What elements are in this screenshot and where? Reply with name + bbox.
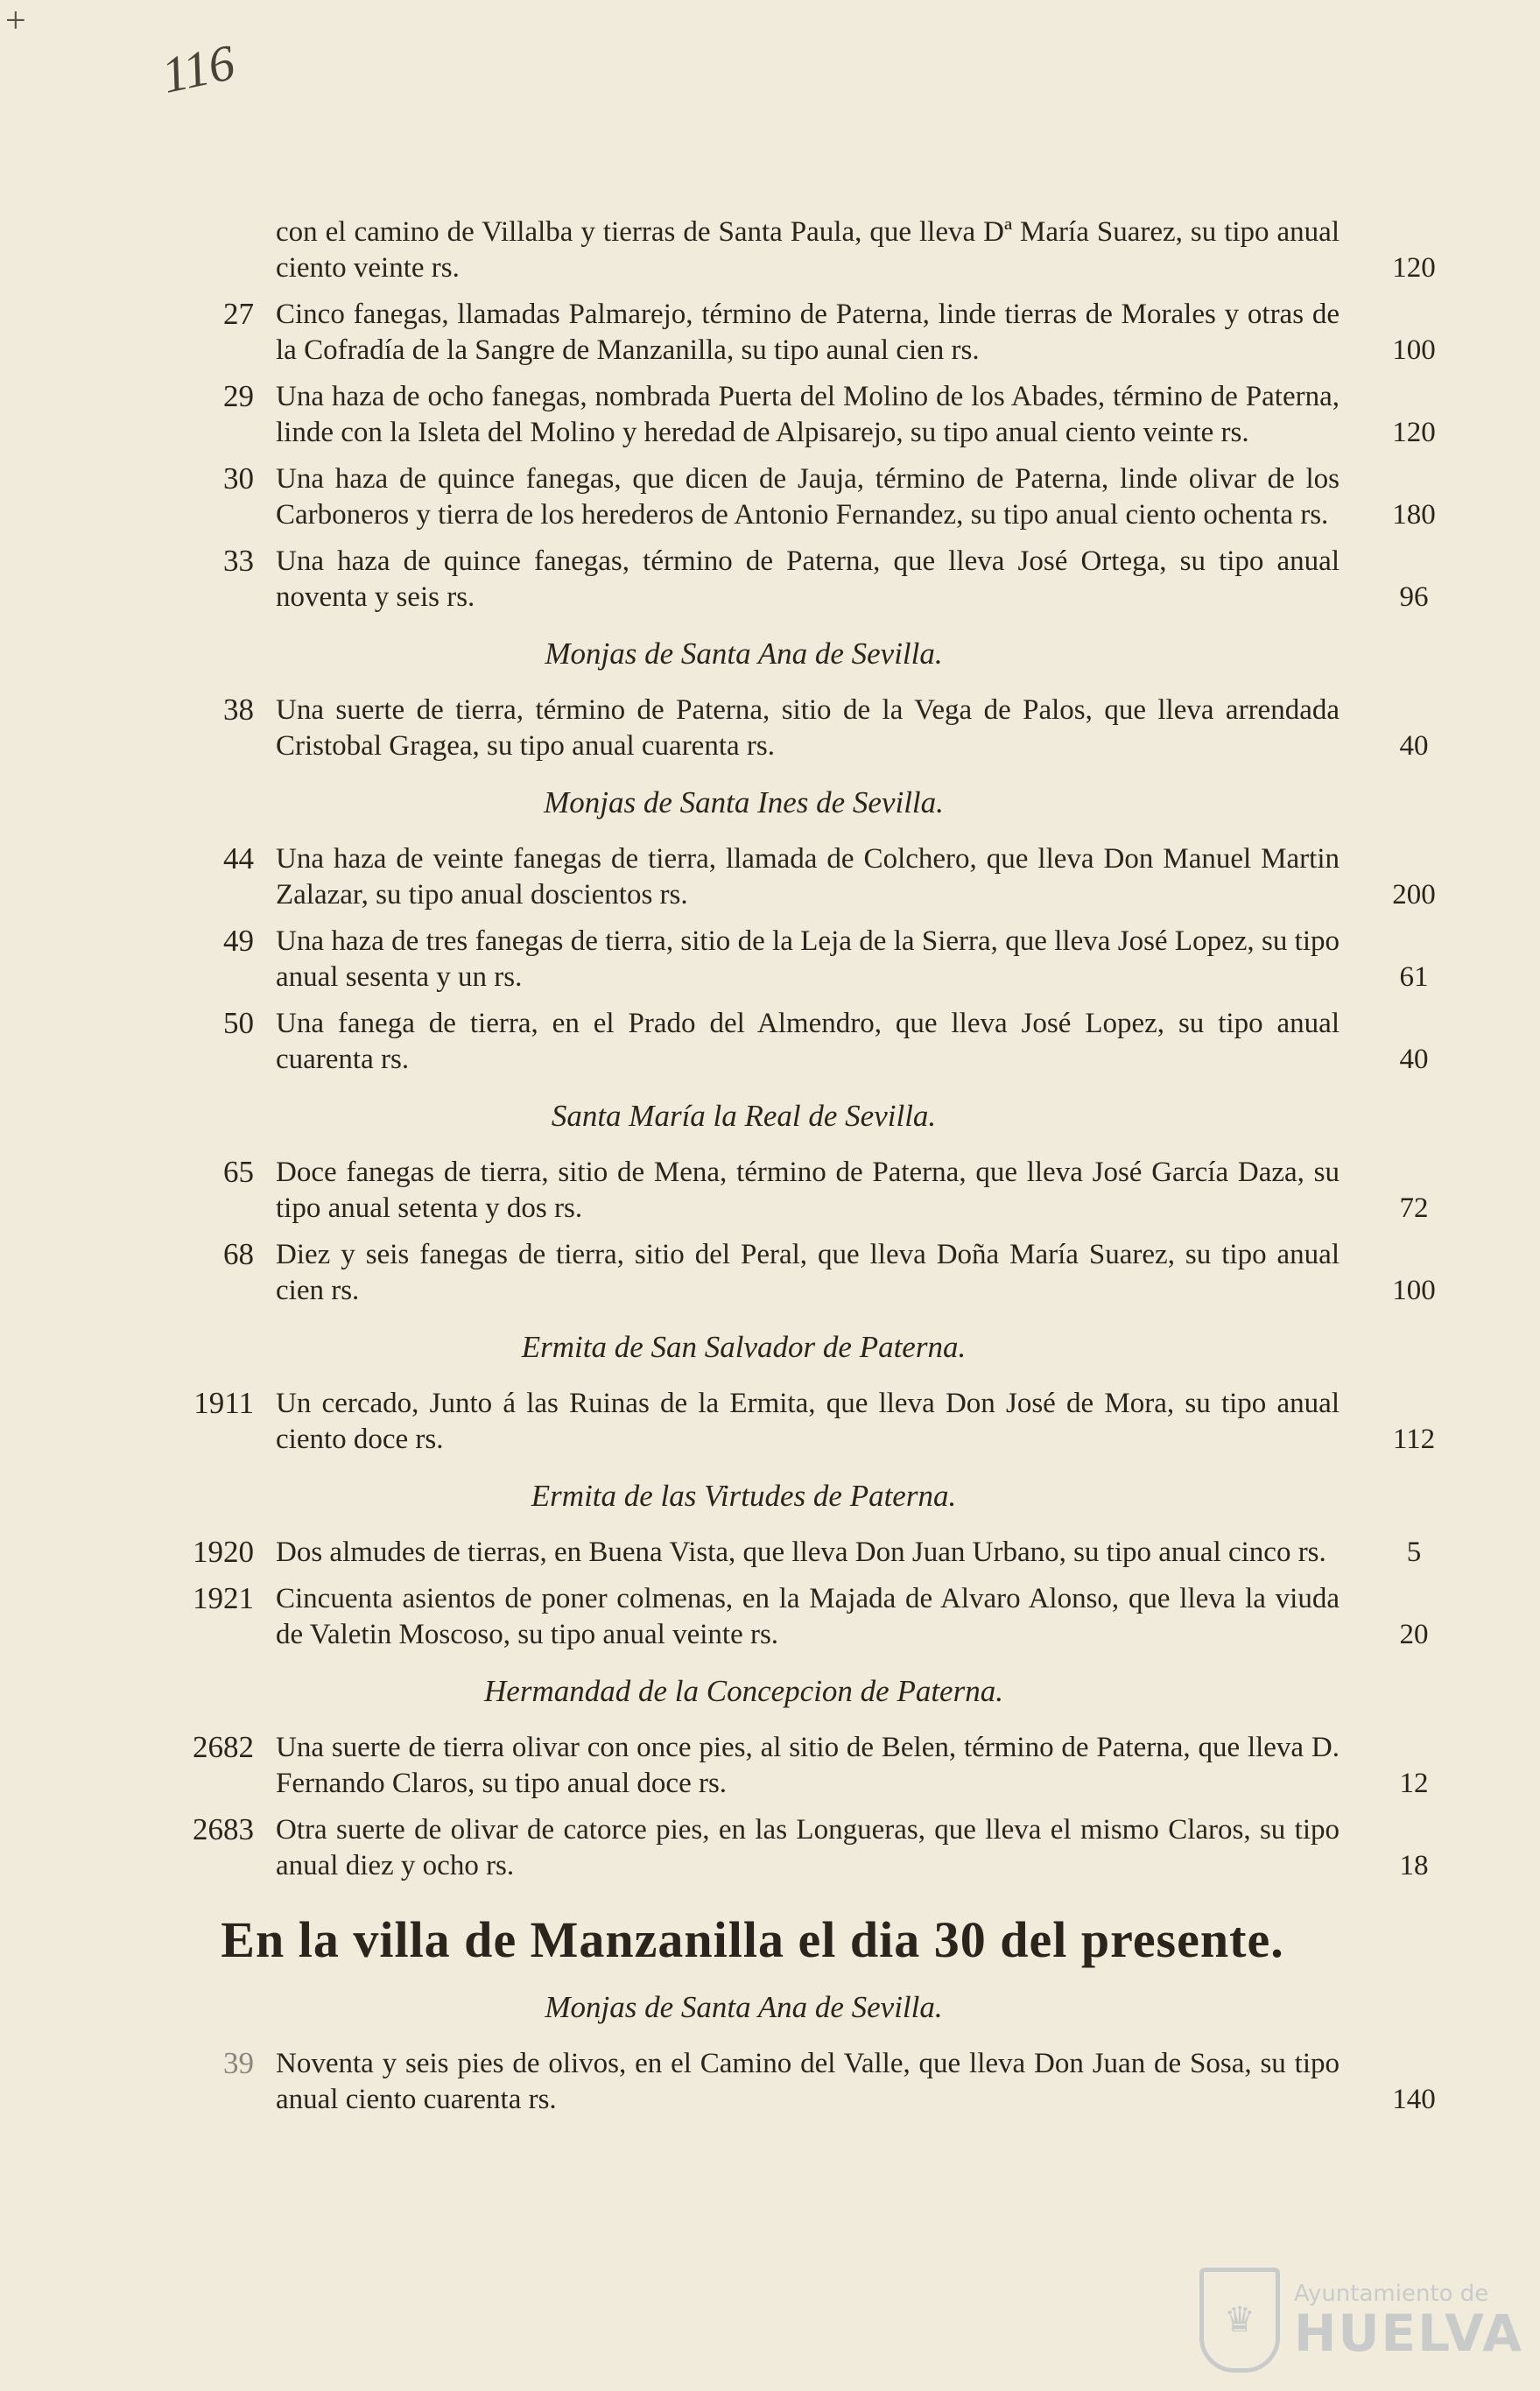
entries-group (0, 841, 1540, 1078)
entry-row (0, 841, 1540, 913)
handwritten-page-note: 116 (157, 33, 240, 104)
entry-text: Una haza de veinte fanegas de tierra, llamada de Colchero, que lleva Don Manuel Martin Zalazar, su tipo anual doscientos rs. (276, 843, 1340, 911)
entry-number: 2683 (193, 1812, 254, 1846)
entries-group (0, 1155, 1540, 1309)
entry-number: 1920 (193, 1535, 254, 1569)
entry-text: Una haza de tres fanegas de tierra, sitio de la Leja de la Sierra, que lleva José Lopez, su tipo anual sesenta y un rs. (276, 925, 1340, 993)
entries-group (0, 214, 1540, 615)
entry-amount: 20 (1399, 1619, 1429, 1650)
entry-number: 1911 (193, 1386, 254, 1420)
entry-row (0, 924, 1540, 995)
entry-row (0, 544, 1540, 615)
entry-amount: 61 (1399, 961, 1429, 993)
entry-amount: 120 (1392, 252, 1436, 284)
entries-group (0, 1730, 1540, 1884)
entry-text: Otra suerte de olivar de catorce pies, en las Longueras, que lleva el mismo Claros, su tipo anual diez y ocho rs. (276, 1814, 1340, 1881)
entry-number: 50 (223, 1006, 254, 1040)
entry-text: Dos almudes de tierras, en Buena Vista, que lleva Don Juan Urbano, su tipo anual cinco rs. (276, 1537, 1326, 1568)
entry-amount: 100 (1392, 1275, 1436, 1306)
document-content (0, 214, 1540, 2128)
entry-number: 44 (223, 841, 254, 876)
entry-amount: 40 (1399, 1044, 1429, 1075)
entry-amount: 72 (1399, 1192, 1429, 1224)
entry-number: 2682 (193, 1730, 254, 1764)
entry-text: Una suerte de tierra olivar con once pies, al sitio de Belen, término de Paterna, que lleva D. Fernando Claros, su tipo anual doce rs. (276, 1732, 1340, 1799)
entry-amount: 112 (1392, 1424, 1436, 1455)
entry-amount: 40 (1399, 730, 1429, 762)
entry-row (0, 1155, 1540, 1227)
entry-text: Cinco fanegas, llamadas Palmarejo, término de Paterna, linde tierras de Morales y otras de la Cofradía de la Sangre de Manzanilla, su tipo aunal cien rs. (276, 299, 1340, 366)
entry-number: 1921 (193, 1581, 254, 1615)
section-heading: Ermita de las Virtudes de Paterna. (531, 1479, 957, 1513)
entry-number: 33 (223, 544, 254, 578)
entries-group (0, 1386, 1540, 1458)
entries-group (0, 693, 1540, 764)
entry-text: con el camino de Villalba y tierras de Santa Paula, que lleva Dª María Suarez, su tipo anual ciento veinte rs. (276, 216, 1340, 284)
section-heading: Santa María la Real de Sevilla. (551, 1099, 937, 1133)
section-heading: Monjas de Santa Ana de Sevilla. (545, 636, 943, 671)
entry-text: Una haza de ocho fanegas, nombrada Puerta del Molino de los Abades, término de Paterna, linde con la Isleta del Molino y heredad de Alpisarejo, su tipo anual ciento veinte rs. (276, 381, 1340, 448)
entry-amount: 12 (1399, 1768, 1429, 1799)
coat-of-arms-icon: ♛ (1199, 2268, 1280, 2373)
entry-text: Una haza de quince fanegas, que dicen de Jauja, término de Paterna, linde olivar de los Carboneros y tierra de los herederos de Antonio Fernandez, su tipo anual ciento ochenta rs. (276, 463, 1340, 531)
entry-number: 27 (223, 297, 254, 331)
entry-text: Una fanega de tierra, en el Prado del Almendro, que lleva José Lopez, su tipo anual cuarenta rs. (276, 1008, 1340, 1075)
entry-text: Un cercado, Junto á las Ruinas de la Ermita, que lleva Don José de Mora, su tipo anual ciento doce rs. (276, 1388, 1340, 1455)
corner-mark: + (5, 1, 26, 41)
section-heading: Monjas de Santa Ines de Sevilla. (544, 785, 944, 819)
entry-number: 65 (223, 1155, 254, 1189)
big-heading: En la villa de Manzanilla el dia 30 del presente. (221, 1911, 1284, 1968)
entry-amount: 120 (1392, 417, 1436, 448)
section-heading: Hermandad de la Concepcion de Paterna. (484, 1674, 1003, 1708)
entry-row (0, 297, 1540, 369)
entry-row (0, 1386, 1540, 1458)
entry-number: 49 (223, 924, 254, 958)
entry-number: 68 (223, 1237, 254, 1271)
entry-amount: 180 (1392, 499, 1436, 531)
entry-text: Diez y seis fanegas de tierra, sitio del Peral, que lleva Doña María Suarez, su tipo anual cien rs. (276, 1239, 1340, 1306)
entry-number: 30 (223, 461, 254, 496)
entry-text: Noventa y seis pies de olivos, en el Camino del Valle, que lleva Don Juan de Sosa, su tipo anual ciento cuarenta rs. (276, 2048, 1340, 2115)
entry-row (0, 1812, 1540, 1884)
entry-text: Doce fanegas de tierra, sitio de Mena, término de Paterna, que lleva José García Daza, su tipo anual setenta y dos rs. (276, 1157, 1340, 1224)
section-heading: Monjas de Santa Ana de Sevilla. (545, 1990, 943, 2024)
entries-group (0, 1535, 1540, 1653)
section-heading: Ermita de San Salvador de Paterna. (521, 1330, 967, 1364)
archive-watermark (1199, 2263, 1523, 2377)
entry-row (0, 214, 1540, 286)
entry-number: 39 (223, 2046, 254, 2080)
entry-row (0, 2046, 1540, 2118)
entry-text: Una suerte de tierra, término de Paterna, sitio de la Vega de Palos, que lleva arrendada Cristobal Gragea, su tipo anual cuarenta rs. (276, 694, 1340, 762)
entry-amount: 96 (1399, 581, 1429, 613)
entry-text: Cincuenta asientos de poner colmenas, en la Majada de Alvaro Alonso, que lleva la viuda de Valetin Moscoso, su tipo anual veinte rs. (276, 1583, 1340, 1650)
entry-number: 38 (223, 693, 254, 727)
watermark-line1: Ayuntamiento de (1293, 2281, 1489, 2307)
entry-row (0, 1535, 1540, 1571)
entry-text: Una haza de quince fanegas, término de Paterna, que lleva José Ortega, su tipo anual noventa y seis rs. (276, 545, 1340, 613)
entry-row (0, 1730, 1540, 1802)
entry-row (0, 1581, 1540, 1653)
entry-row (0, 693, 1540, 764)
entry-amount: 140 (1392, 2084, 1436, 2115)
entry-amount: 18 (1399, 1850, 1429, 1881)
watermark-line2: HUELVA (1293, 2303, 1523, 2363)
entries-group (0, 2046, 1540, 2118)
entry-row (0, 1237, 1540, 1309)
entry-row (0, 461, 1540, 533)
entry-amount: 5 (1406, 1537, 1422, 1568)
entry-row (0, 379, 1540, 451)
entry-number: 29 (223, 379, 254, 413)
entry-amount: 100 (1392, 334, 1436, 366)
entry-row (0, 1006, 1540, 1078)
entry-amount: 200 (1392, 879, 1436, 911)
